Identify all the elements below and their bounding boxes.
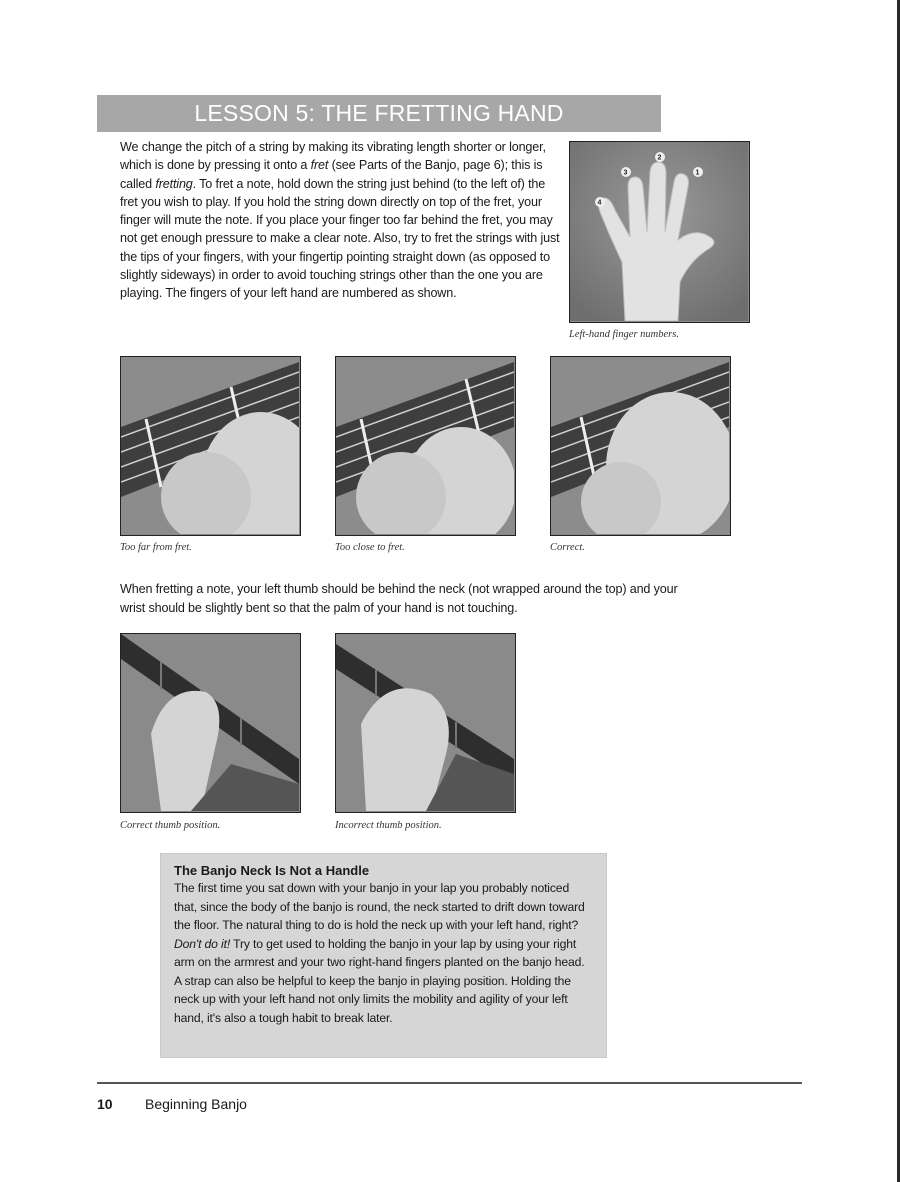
footer-rule — [97, 1082, 802, 1084]
sidebar-body: The first time you sat down with your banjo in your lap you probably noticed that, since the body of the banjo is round, the neck started to drift down toward the floor. The natural thing to do is hold the neck up with your left hand, right? Don't do it! Try to get used to holding the banjo in your lap by using your right arm on the armrest and your two right-hand fingers planted on the banjo head. A strap can also be helpful to keep the banjo in playing position. Holding the neck up with your left hand not only limits the mobility and agility of your left hand, it's also a tough habit to break later. — [174, 881, 585, 1025]
finger-label-2: 2 — [657, 154, 662, 162]
thumb-photo-incorrect — [335, 633, 516, 813]
fret-caption-too-close: Too close to fret. — [335, 542, 405, 553]
thumb-photo-correct — [120, 633, 301, 813]
sidebar-heading: The Banjo Neck Is Not a Handle — [174, 863, 370, 878]
hand-photo-caption: Left-hand finger numbers. — [569, 329, 679, 340]
fret-photo-too-close — [335, 356, 516, 536]
finger-label-3: 3 — [623, 169, 628, 177]
sidebar-box — [160, 853, 607, 1058]
thumb-caption-incorrect: Incorrect thumb position. — [335, 820, 442, 831]
left-hand-photo — [569, 141, 750, 323]
thumb-caption-correct: Correct thumb position. — [120, 820, 221, 831]
finger-label-4: 4 — [597, 199, 602, 207]
finger-label-1: 1 — [695, 169, 700, 177]
fret-photo-too-far — [120, 356, 301, 536]
page-number: 10 — [97, 1096, 113, 1112]
lesson-title: LESSON 5: THE FRETTING HAND — [97, 95, 661, 132]
thumb-paragraph: When fretting a note, your left thumb should be behind the neck (not wrapped around the top) and your wrist should be slightly bent so that the palm of your hand is not touching. — [120, 582, 678, 615]
book-title: Beginning Banjo — [145, 1096, 247, 1112]
fret-caption-too-far: Too far from fret. — [120, 542, 192, 553]
fret-caption-correct: Correct. — [550, 542, 585, 553]
intro-paragraph: We change the pitch of a string by making its vibrating length shorter or longer, which is done by pressing it onto a fret (see Parts of the Banjo, page 6); this is called fretting. To fret a note, hold down the string just behind (to the left of) the fret you wish to play. If you hold the string down directly on top of the fret, your finger will mute the note. If you place your finger too far behind the fret, you may not get enough pressure to make a clear note. Also, try to fret the strings with just the tips of your fingers, with your fingertip pointing straight down (as opposed to slightly sideways) in order to avoid touching strings other than the one you are playing. The fingers of your left hand are numbered as shown. — [120, 140, 560, 301]
fret-photo-correct — [550, 356, 731, 536]
